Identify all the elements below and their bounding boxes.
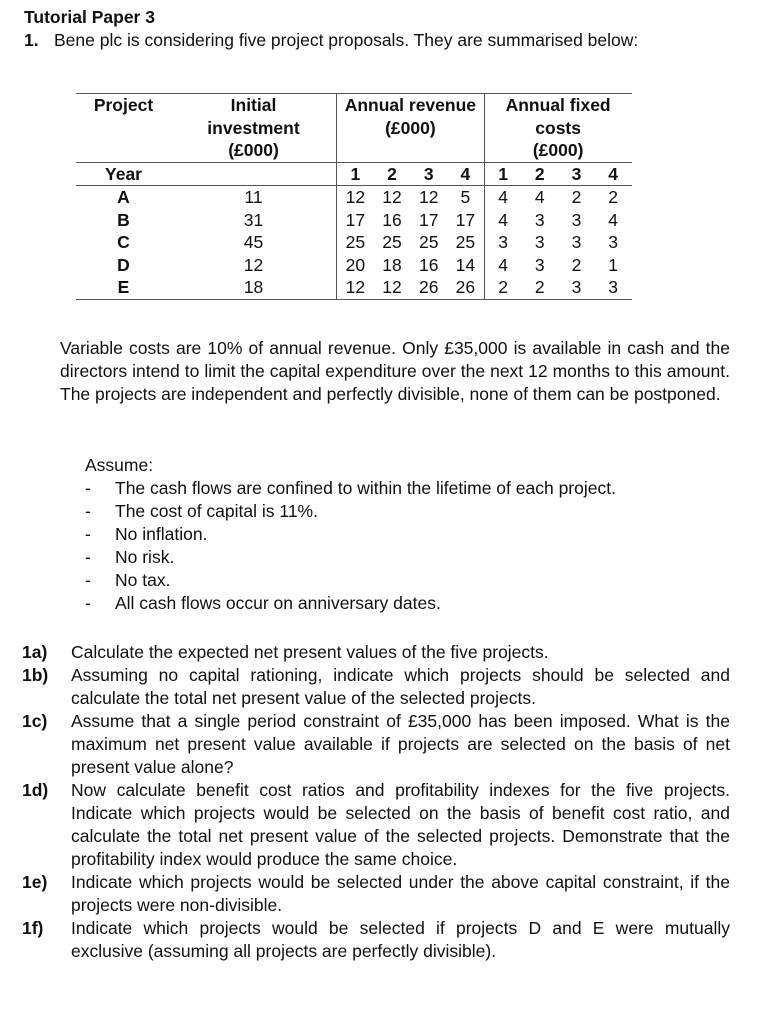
project-label: E (76, 276, 171, 299)
assumption-text: No tax. (115, 570, 171, 590)
question-item (20, 917, 730, 963)
revenue-cell: 25 (418, 232, 439, 252)
revenue-cell: 12 (337, 186, 374, 209)
investment-cell: 18 (171, 276, 337, 299)
list-item (85, 523, 725, 546)
list-item (85, 477, 725, 500)
year-cell: 3 (558, 162, 595, 186)
fixed-cost-cell: 3 (571, 232, 582, 252)
variable-costs-paragraph: Variable costs are 10% of annual revenue. Only £35,000 is available in cash and the directors intend to limit the capital expenditure over the next 12 months to this amount. The projects are independent and perfectly divisible, none of them can be postponed. (60, 338, 730, 404)
dash-bullet: - (85, 593, 91, 613)
header-investment (171, 94, 337, 163)
table-row (76, 231, 632, 254)
table-row (76, 186, 632, 209)
header-investment-line: (£000) (228, 140, 279, 160)
revenue-cell: 12 (418, 187, 439, 207)
assumption-text: No risk. (115, 547, 175, 567)
header-project: Project (76, 94, 171, 163)
revenue-cell: 17 (337, 209, 374, 232)
project-label: C (117, 232, 130, 252)
questions-list (20, 641, 730, 963)
question-item (20, 710, 730, 779)
year-cell: 1 (484, 162, 521, 186)
fixed-cost-cell: 3 (534, 232, 545, 252)
question-number: 1. (24, 30, 39, 50)
fixed-cost-cell: 4 (484, 209, 521, 232)
revenue-cell: 25 (382, 232, 402, 252)
header-revenue-line: Annual revenue (344, 95, 477, 115)
fixed-cost-cell: 2 (484, 276, 521, 299)
fixed-cost-cell: 4 (534, 187, 545, 207)
question-label: 1c) (22, 711, 48, 731)
question-1-intro (24, 29, 736, 52)
question-item (20, 779, 730, 871)
project-label: A (117, 187, 130, 207)
question-label: 1e) (22, 872, 48, 892)
assumption-text: All cash flows occur on anniversary dates. (115, 593, 441, 613)
table-row (76, 254, 632, 277)
question-item (20, 664, 730, 710)
fixed-cost-cell: 4 (484, 254, 521, 277)
project-label: D (117, 254, 130, 275)
assumption-text: The cost of capital is 11%. (115, 501, 318, 521)
question-label: 1a) (22, 642, 48, 662)
header-fixed-line: costs (535, 117, 581, 138)
revenue-cell: 12 (374, 276, 411, 299)
table-row (76, 276, 632, 299)
fixed-cost-cell: 3 (534, 254, 545, 275)
assumptions-list (85, 477, 725, 615)
revenue-cell: 14 (455, 254, 476, 275)
dash-bullet: - (85, 547, 91, 567)
header-fixed-costs (484, 94, 631, 163)
year-blank (171, 162, 337, 186)
header-revenue-line: (£000) (385, 117, 436, 138)
fixed-cost-cell: 4 (608, 209, 619, 230)
revenue-cell: 17 (455, 209, 476, 230)
fixed-cost-cell: 2 (571, 254, 582, 275)
assume-label: Assume: (85, 455, 154, 475)
year-cell: 4 (595, 162, 632, 186)
revenue-cell: 16 (382, 209, 402, 230)
investment-cell: 11 (244, 187, 263, 207)
fixed-cost-cell: 3 (558, 276, 595, 299)
fixed-cost-cell: 1 (608, 254, 619, 275)
table-row (76, 209, 632, 232)
question-label: 1f) (22, 918, 44, 938)
revenue-cell: 5 (460, 187, 471, 207)
question-text: Assuming no capital rationing, indicate which projects should be selected and calculate the total net present value of the selected projects. (71, 665, 730, 708)
year-cell: 1 (337, 162, 374, 186)
list-item (85, 546, 725, 569)
table-year-row (76, 162, 632, 186)
assumptions-block (85, 454, 725, 615)
document-page (24, 6, 736, 52)
question-text: Indicate which projects would be selected if projects D and E were mutually exclusive (assuming all projects are perfectly divisible). (71, 918, 730, 961)
list-item (85, 500, 725, 523)
fixed-cost-cell: 3 (534, 209, 545, 230)
revenue-cell: 25 (337, 231, 374, 254)
investment-cell: 12 (243, 254, 264, 275)
revenue-cell: 18 (382, 254, 402, 275)
list-item (85, 569, 725, 592)
revenue-cell: 12 (382, 187, 402, 207)
revenue-cell: 17 (418, 209, 439, 230)
year-cell: 2 (521, 162, 558, 186)
page-title: Tutorial Paper 3 (24, 7, 155, 27)
fixed-cost-cell: 2 (608, 187, 619, 207)
intro-text: Bene plc is considering five project proposals. They are summarised below: (54, 30, 639, 50)
year-cell: 4 (447, 162, 484, 186)
header-revenue (337, 94, 485, 163)
fixed-cost-cell: 2 (521, 276, 558, 299)
year-cell: 3 (410, 162, 447, 186)
revenue-cell: 16 (418, 254, 439, 275)
table-header-row (76, 94, 632, 163)
fixed-cost-cell: 3 (608, 232, 619, 252)
revenue-cell: 25 (455, 232, 476, 252)
revenue-cell: 20 (337, 254, 374, 277)
header-fixed-line: (£000) (532, 140, 584, 160)
question-text: Assume that a single period constraint of £35,000 has been imposed. What is the maximum net present value available if projects are selected on the basis of net present value alone? (71, 711, 730, 777)
revenue-cell: 12 (337, 276, 374, 299)
fixed-cost-cell: 3 (484, 231, 521, 254)
fixed-cost-cell: 3 (571, 209, 582, 230)
question-item (20, 871, 730, 917)
question-text: Calculate the expected net present values of the five projects. (71, 642, 549, 662)
dash-bullet: - (85, 478, 91, 498)
investment-cell: 31 (243, 209, 264, 230)
dash-bullet: - (85, 524, 91, 544)
year-cell: 2 (374, 162, 411, 186)
fixed-cost-cell: 4 (484, 186, 521, 209)
question-label: 1b) (22, 665, 49, 685)
question-label: 1d) (22, 780, 49, 800)
investment-cell: 45 (243, 232, 264, 252)
dash-bullet: - (85, 501, 91, 521)
header-fixed-line: Annual fixed (505, 95, 611, 115)
revenue-cell: 26 (447, 276, 484, 299)
fixed-cost-cell: 2 (571, 187, 582, 207)
assumption-text: No inflation. (115, 524, 208, 544)
question-text: Indicate which projects would be selected under the above capital constraint, if the projects were non-divisible. (71, 872, 730, 915)
assumption-text: The cash flows are confined to within the lifetime of each project. (115, 478, 616, 498)
dash-bullet: - (85, 570, 91, 590)
fixed-cost-cell: 3 (595, 276, 632, 299)
project-label: B (117, 209, 130, 230)
project-table (76, 93, 632, 300)
header-investment-line: investment (207, 117, 300, 138)
question-text: Now calculate benefit cost ratios and profitability indexes for the five projects. Indicate which projects would be selected on the basis of benefit cost ratio, and calculate the total net present value of the selected projects. Demonstrate that the profitability index would produce the same choice. (71, 780, 730, 869)
revenue-cell: 26 (410, 276, 447, 299)
list-item (85, 592, 725, 615)
question-item (20, 641, 730, 664)
year-label: Year (76, 162, 171, 186)
header-investment-line: Initial (230, 95, 277, 115)
